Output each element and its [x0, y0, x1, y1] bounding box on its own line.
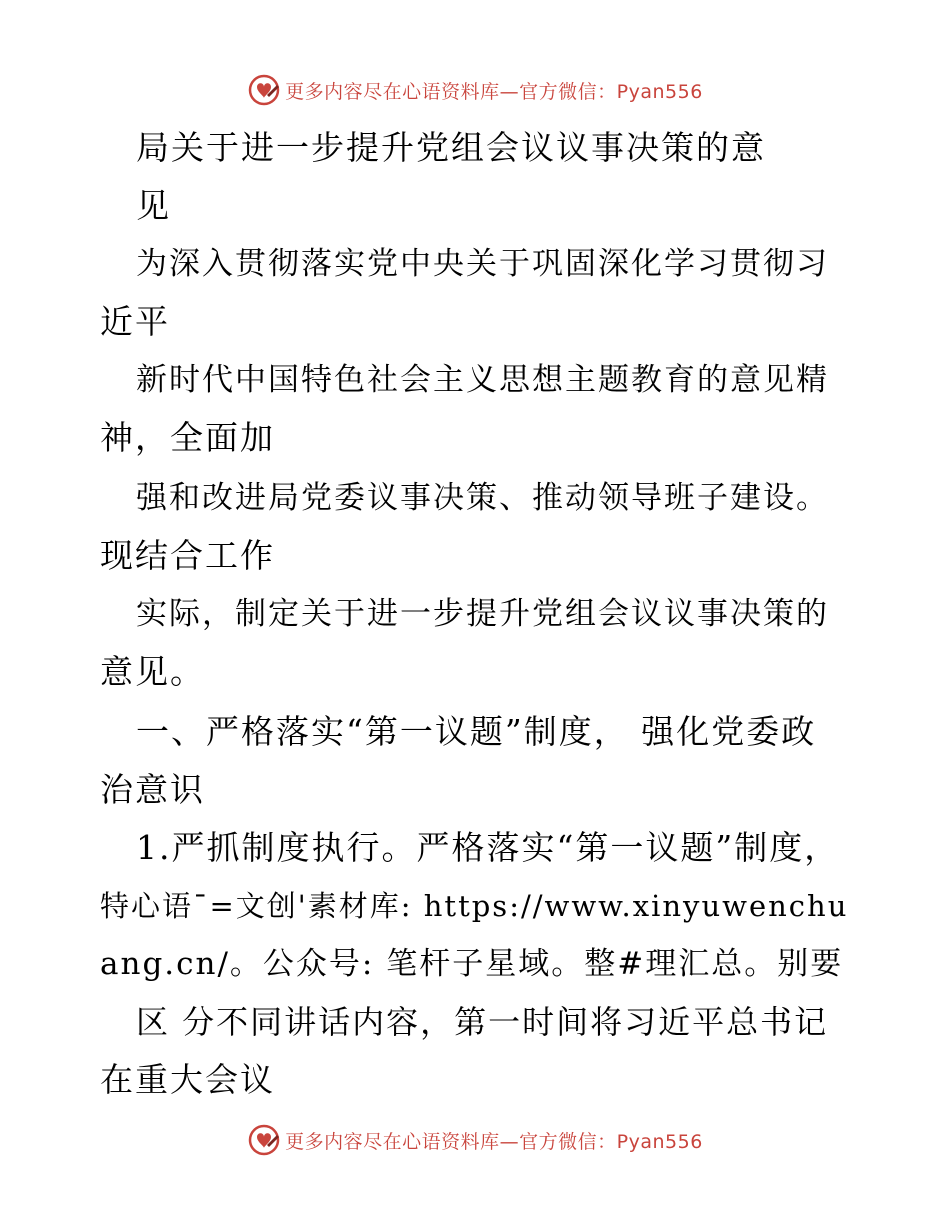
text-line: 特心语¯=文创'素材库: https://www.xinyuwenchu [100, 889, 849, 923]
text-line: 意见。 [100, 652, 205, 691]
watermark-text: 更多内容尽在心语资料库—官方微信：Pyan556 [285, 1130, 703, 1153]
text-line: 为深入贯彻落实党中央关于巩固深化学习贯彻习 [136, 246, 829, 282]
text-line: 实际，制定关于进一步提升党组会议议事决策的 [136, 596, 829, 632]
text-line: 治意识 [100, 770, 205, 809]
text-line: 一、严格落实“第一议题”制度， 强化党委政 [136, 712, 817, 751]
watermark-text: 更多内容尽在心语资料库—官方微信：Pyan556 [285, 80, 703, 103]
text-line: 强和改进局党委议事决策、推动领导班子建设。 [136, 480, 829, 516]
text-line: 1.严抓制度执行。严格落实“第一议题”制度， [136, 828, 840, 867]
text-line: 新时代中国特色社会主义思想主题教育的意见精 [136, 362, 829, 398]
heart-pen-logo-icon [247, 1123, 281, 1157]
text-line: 神，全面加 [100, 418, 275, 457]
text-line: 在重大会议 [100, 1060, 275, 1099]
text-line: 现结合工作 [100, 536, 275, 575]
footer-watermark-banner [0, 1120, 950, 1160]
text-line: ang.cn/。公众号: 笔杆子星域。整#理汇总。别要 [100, 946, 844, 982]
text-line: 区 分不同讲话内容，第一时间将习近平总书记 [136, 1003, 829, 1041]
text-line: 见 [136, 186, 171, 225]
text-line: 局关于进一步提升党组会议议事决策的意 [136, 128, 766, 167]
text-line: 近平 [100, 302, 170, 341]
